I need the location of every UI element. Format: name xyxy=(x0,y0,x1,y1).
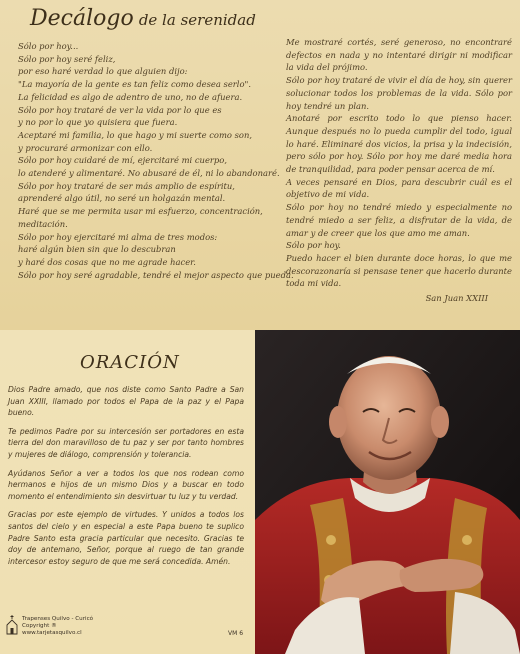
card-footer xyxy=(6,614,250,650)
decalogo-line: Sólo por hoy seré agradable, tendré el mejor aspecto que pueda. xyxy=(18,269,294,280)
decalogo-line: "La mayoría de la gente es tan feliz como desea serlo". xyxy=(18,79,252,90)
oracion-paragraph: Ayúdanos Señor a ver a todos los que nos rodean como hermanos e hijos de un mismo Dios y a buscar en todo momento el entendimiento sin desvirtuar tu luz y tu verdad. xyxy=(8,468,244,501)
oracion-text xyxy=(8,384,244,574)
decalogo-title xyxy=(30,6,256,31)
decalogo-paragraph: Sólo por hoy no tendré miedo y especialmente no tendré miedo a ser feliz, a disfrutar de la vida, de amar y de creer que los que amo me aman. xyxy=(286,202,512,238)
decalogo-right-column xyxy=(286,36,512,305)
card-code: VM 6 xyxy=(228,630,244,637)
decalogo-paragraph: Sólo por hoy trataré de vivir el día de hoy, sin querer solucionar todos los problemas de la vida. Sólo por hoy tendré un plan. xyxy=(286,75,512,111)
oracion-paragraph: Dios Padre amado, que nos diste como Santo Padre a San Juan XXIII, llamado por todos el Papa de la paz y el Papa bueno. xyxy=(8,385,244,418)
decalogo-line: Aceptaré mi familia, lo que hago y mi suerte como son, xyxy=(18,129,253,140)
chapel-logo-icon xyxy=(6,615,18,635)
decalogo-line: aprenderé algo útil, no seré un holgazán mental. xyxy=(18,193,226,204)
decalogo-line: y procuraré armonizar con ello. xyxy=(18,142,153,153)
decalogo-paragraph: Puedo hacer el bien durante doce horas, lo que me descorazonaría si pensase tener que hacerlo durante toda mi vida. xyxy=(286,252,512,289)
oracion-paragraph: Gracias por este ejemplo de virtudes. Y unidos a todos los santos del cielo y en especial a este Papa bueno te suplico Padre Santo esta gracia particular que necesito. Gracias te doy de antemano, Señor, porque al ruego de tan grande intercesor estoy seguro de que me será concedida. Amén. xyxy=(8,510,244,566)
decalogo-line: lo atenderé y alimentaré. No abusaré de él, ni lo abandonaré. xyxy=(18,168,280,179)
footer-copyright: Copyright ® xyxy=(22,623,57,629)
decalogo-line: Sólo por hoy seré feliz, xyxy=(18,53,116,64)
pope-portrait-photo xyxy=(255,330,520,654)
decalogo-line: y no por lo que yo quisiera que fuera. xyxy=(18,117,178,128)
decalogo-line: Sólo por hoy... xyxy=(18,41,79,51)
decalogo-title-main: Decálogo xyxy=(30,6,134,31)
oracion-paragraph: Te pedimos Padre por su intercesión ser portadores en esta tierra del don maravilloso de tu paz y ser por tanto hombres y mujeres de diálogo, comprensión y tolerancia. xyxy=(8,426,244,459)
decalogo-line: por eso haré verdad lo que alguien dijo: xyxy=(18,66,188,77)
footer-company: Trapenses Quilvo - Curicó xyxy=(22,616,94,622)
decalogo-signature: San Juan XXIII xyxy=(425,293,488,304)
decalogo-paragraph: Me mostraré cortés, seré generoso, no encontraré defectos en nada y no intentaré dirigir ni modificar la vida del prójimo. xyxy=(286,37,512,73)
decalogo-line: haré algún bien sin que lo descubran xyxy=(18,244,176,255)
decalogo-line: Sólo por hoy ejercitaré mi alma de tres modos: xyxy=(18,231,218,242)
decalogo-paragraph: Anotaré por escrito todo lo que pienso hacer. Aunque después no lo pueda cumplir del todo, igual lo haré. Eliminaré dos vicios, la prisa y la indecisión, pero sólo por hoy. Sólo por hoy me daré media hora de tranquilidad, para poder pensar acerca de mí. xyxy=(286,113,512,175)
decalogo-paragraph: Sólo por hoy. xyxy=(286,240,341,251)
decalogo-line: y haré dos cosas que no me agrade hacer. xyxy=(18,256,196,267)
decalogo-line: Haré que se me permita usar mi esfuerzo, concentración, xyxy=(18,206,263,217)
decalogo-line: Sólo por hoy trataré de ser más amplio de espíritu, xyxy=(18,180,235,191)
decalogo-line: Sólo por hoy cuidaré de mí, ejercitaré mi cuerpo, xyxy=(18,155,227,166)
decalogo-line: La felicidad es algo de adentro de uno, no de afuera. xyxy=(18,91,243,102)
decalogo-paragraph: A veces pensaré en Dios, para descubrir cuál es el objetivo de mi vida. xyxy=(286,176,512,200)
decalogo-line: meditación. xyxy=(18,218,68,229)
footer-website[interactable]: www.tarjetasquilvo.cl xyxy=(22,630,82,636)
decalogo-title-sub: de la serenidad xyxy=(138,11,256,29)
oracion-title: ORACIÓN xyxy=(80,352,180,373)
footer-text xyxy=(22,616,93,637)
pope-portrait-illustration xyxy=(255,330,520,654)
decalogo-line: Sólo por hoy trataré de ver la vida por lo que es xyxy=(18,104,222,115)
decalogo-left-column xyxy=(18,40,294,281)
